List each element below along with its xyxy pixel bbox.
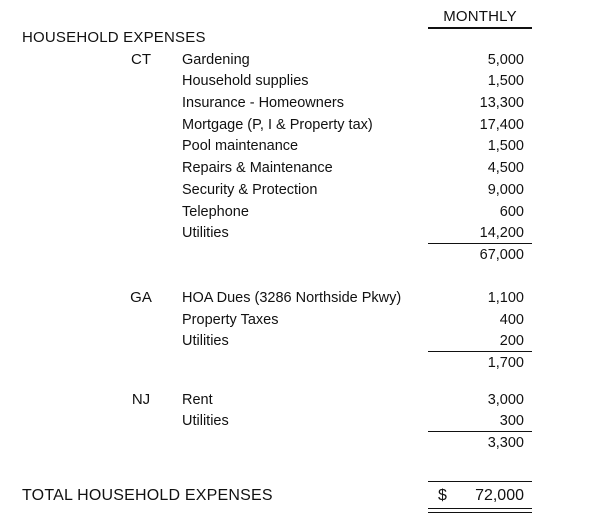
expense-amount: 1,500 <box>487 73 524 89</box>
subtotal-amount-ga: 1,700 <box>487 355 524 371</box>
total-amount: 72,000 <box>475 487 524 504</box>
expense-label: Insurance - Homeowners <box>182 95 344 111</box>
subtotal-rule <box>428 431 532 432</box>
expense-amount: 1,500 <box>487 138 524 154</box>
expense-label: Telephone <box>182 204 249 220</box>
total-double-rule <box>428 508 532 513</box>
expense-amount: 13,300 <box>479 95 524 111</box>
expense-label: HOA Dues (3286 Northside Pkwy) <box>182 290 402 306</box>
expense-label: Household supplies <box>182 73 309 89</box>
monthly-column-header: MONTHLY <box>428 8 532 29</box>
expense-amount: 200 <box>499 333 524 349</box>
total-label: TOTAL HOUSEHOLD EXPENSES <box>22 487 273 504</box>
expense-label: Utilities <box>182 225 229 241</box>
expense-amount: 9,000 <box>487 182 524 198</box>
state-code-nj: NJ <box>131 391 151 408</box>
expense-amount: 400 <box>499 312 524 328</box>
expense-label: Security & Protection <box>182 182 318 198</box>
total-top-rule <box>428 481 532 482</box>
subtotal-amount-nj: 3,300 <box>487 435 524 451</box>
expense-label: Property Taxes <box>182 312 279 328</box>
expense-label: Utilities <box>182 333 229 349</box>
expense-label: Utilities <box>182 413 229 429</box>
total-currency: $ <box>438 487 447 504</box>
expense-label: Pool maintenance <box>182 138 299 154</box>
state-code-ga: GA <box>130 289 152 306</box>
subtotal-rule <box>428 243 532 244</box>
expense-label: Repairs & Maintenance <box>182 160 333 176</box>
subtotal-amount-ct: 67,000 <box>479 247 524 263</box>
expense-amount: 3,000 <box>487 392 524 408</box>
expense-amount: 4,500 <box>487 160 524 176</box>
expense-amount: 14,200 <box>479 225 524 241</box>
expense-amount: 17,400 <box>479 117 524 133</box>
expense-amount: 1,100 <box>487 290 524 306</box>
state-code-ct: CT <box>131 51 151 68</box>
expense-amount: 600 <box>499 204 524 220</box>
expense-label: Rent <box>182 392 213 408</box>
document-title: HOUSEHOLD EXPENSES <box>22 29 206 46</box>
subtotal-rule <box>428 351 532 352</box>
expense-label: Mortgage (P, I & Property tax) <box>182 117 373 133</box>
expense-amount: 5,000 <box>487 52 524 68</box>
expense-amount: 300 <box>499 413 524 429</box>
expense-label: Gardening <box>182 52 250 68</box>
